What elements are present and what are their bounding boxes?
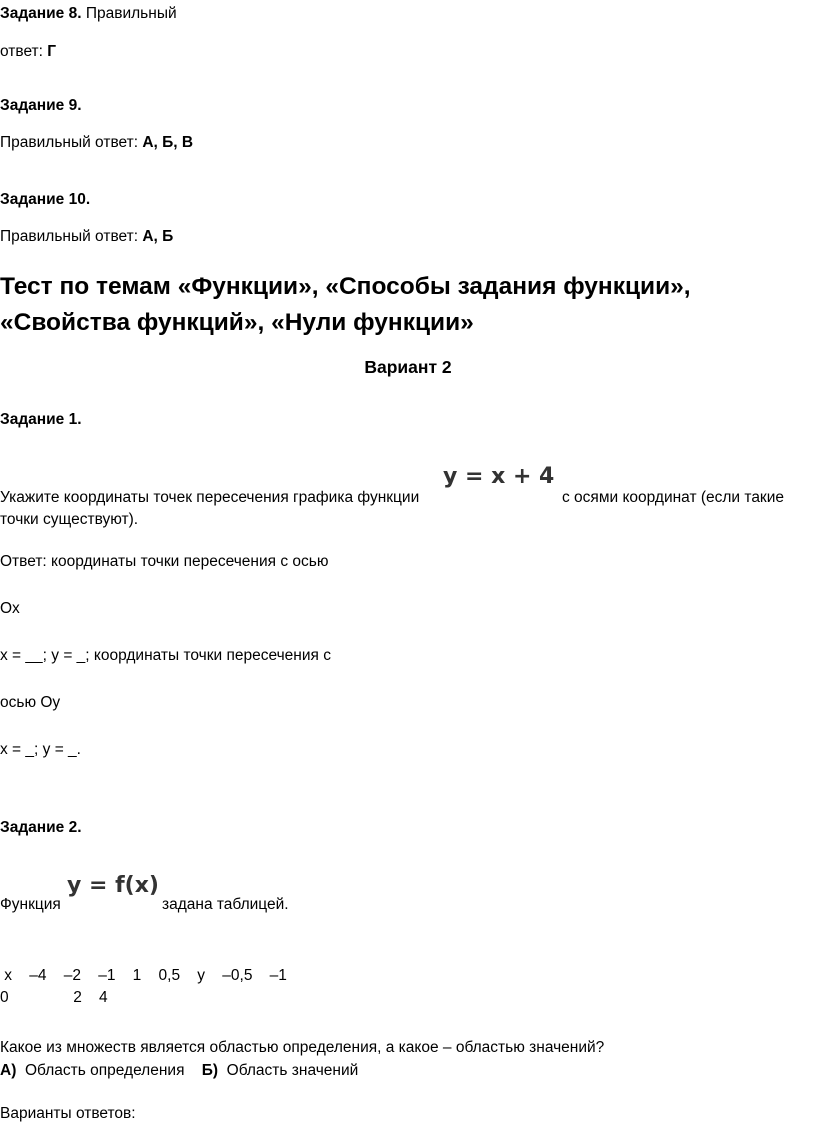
task1-answer-line3: x = __; y = _; координаты точки пересечения с [0, 647, 331, 664]
task2-label: Задание 2. [0, 819, 82, 836]
variant-heading: Вариант 2 [364, 357, 452, 377]
task1-answer-line1: Ответ: координаты точки пересечения с осью [0, 553, 329, 570]
task8-label: Задание 8. [0, 5, 82, 22]
task8-answer-line [0, 42, 56, 62]
task1-answer-line2: Ox [0, 600, 20, 617]
task2-question: Какое из множеств является областью определения, а какое – областью значений? [0, 1039, 605, 1056]
task8-answer: Г [47, 43, 57, 60]
task10-label: Задание 10. [0, 191, 91, 208]
task2-options-line [0, 1061, 358, 1081]
task2-variants-label: Варианты ответов: [0, 1105, 136, 1122]
option-b-label: Б) [201, 1062, 219, 1079]
task10-answer-line [0, 227, 173, 247]
task8-line [0, 4, 177, 24]
task9-answer-line [0, 133, 193, 153]
task1-text-line2: точки существуют). [0, 511, 139, 528]
test-title-line2: «Свойства функций», «Нули функции» [0, 309, 474, 336]
task10-answer-prefix: Правильный ответ: [0, 228, 139, 245]
option-a-text: Область определения [24, 1062, 185, 1079]
task2-formula: y = f(x) [67, 873, 159, 898]
task9-label: Задание 9. [0, 97, 82, 114]
option-b-text: Область значений [226, 1062, 359, 1079]
task1-label: Задание 1. [0, 411, 82, 428]
option-a-label: А) [0, 1062, 17, 1079]
task10-answer: А, Б [142, 228, 174, 245]
task8-text: Правильный [85, 5, 177, 22]
test-title-line1: Тест по темам «Функции», «Способы задания функции», [0, 273, 691, 300]
task2-text-after: задана таблицей. [162, 896, 289, 913]
task2-text-before: Функция [0, 896, 61, 913]
task8-answer-prefix: ответ: [0, 43, 43, 60]
task1-answer-line4: осью Oy [0, 694, 61, 711]
task2-table-row2: 0 2 4 [0, 989, 108, 1006]
task1-formula: y = x + 4 [443, 464, 555, 489]
task1-answer-line5: x = _; y = _. [0, 741, 81, 758]
task9-answer-prefix: Правильный ответ: [0, 134, 139, 151]
task9-answer: А, Б, В [142, 134, 194, 151]
task1-text-before: Укажите координаты точек пересечения графика функции [0, 489, 420, 506]
task1-text-after: с осями координат (если такие [562, 489, 784, 506]
task2-table-row1: x –4 –2 –1 1 0,5 y –0,5 –1 [0, 967, 287, 984]
